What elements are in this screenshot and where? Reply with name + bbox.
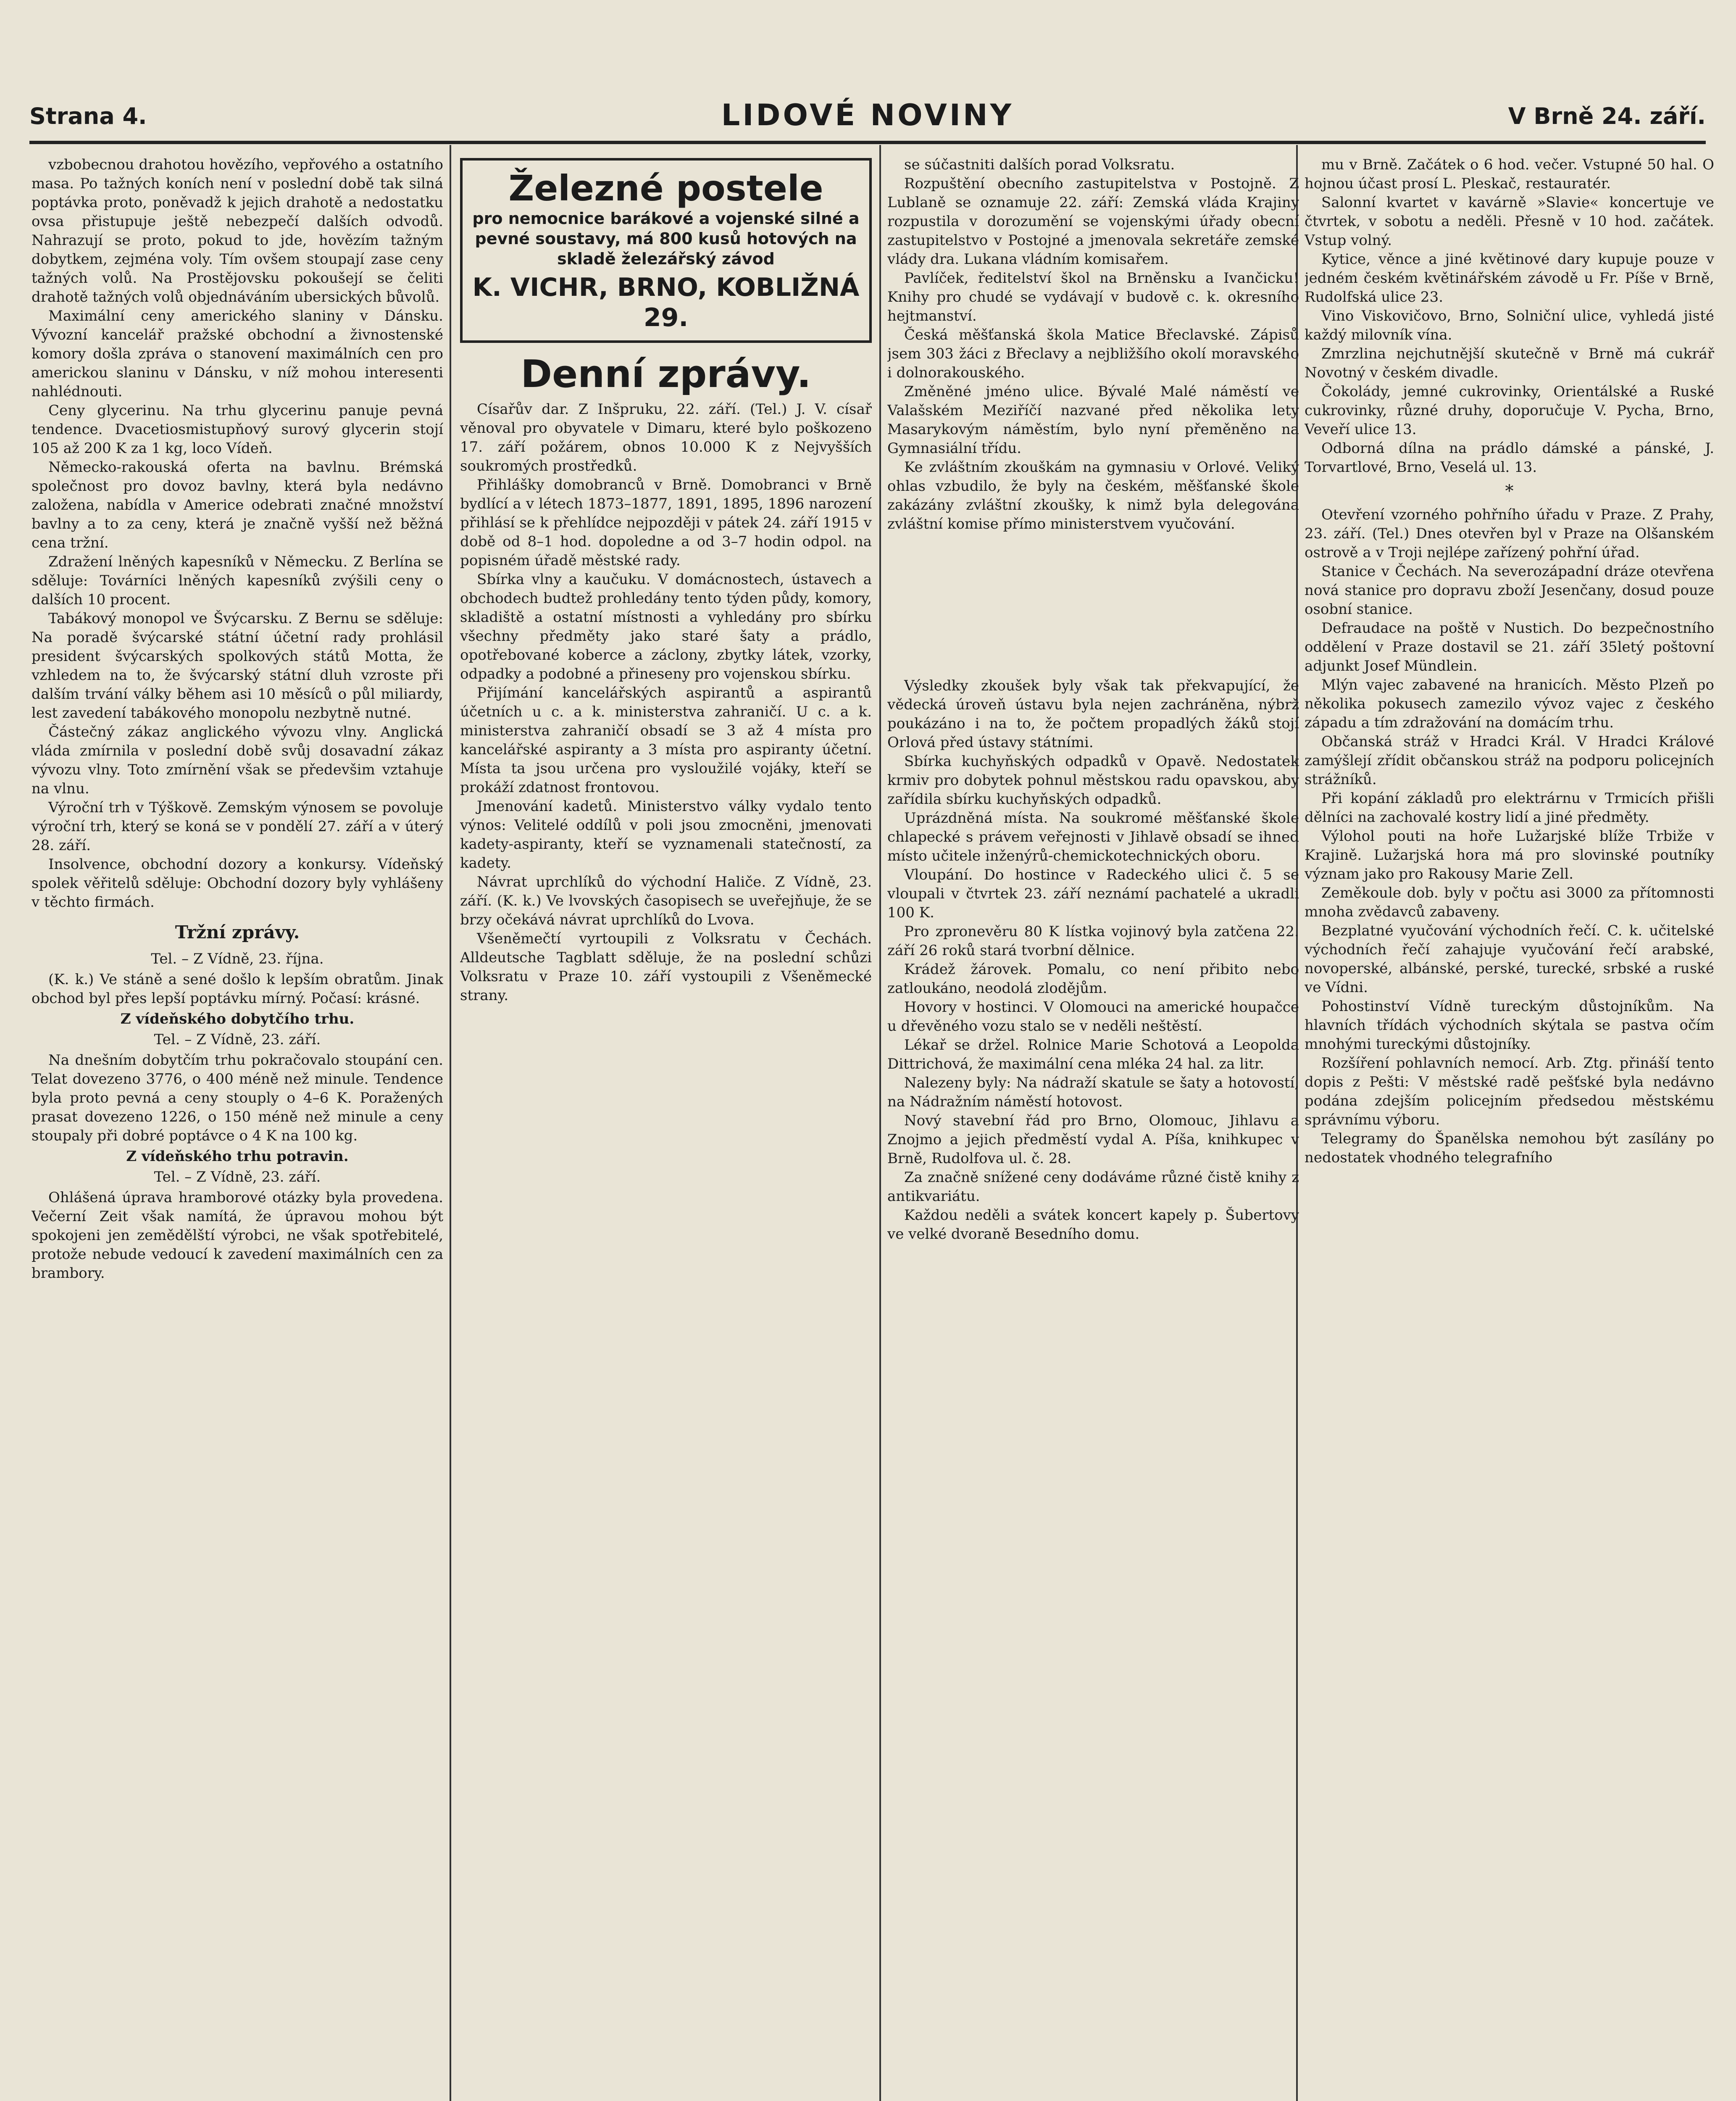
article-paragraph: Pohostinství Vídně tureckým důstojníkům. Na hlavních třídách východních skýtala se pastva očím mnohými tureckými důstojníky. bbox=[1305, 998, 1714, 1053]
article-paragraph: Občanská stráž v Hradci Král. V Hradci Králové zamýšlejí zřídit občanskou stráž na podporu policejních strážníků. bbox=[1305, 733, 1714, 788]
blank-space bbox=[887, 534, 1299, 677]
ad-body: pro nemocnice barákové a vojenské silné a pevné soustavy, má 800 kusů hotových na skladě železářský závod bbox=[472, 209, 860, 268]
article-paragraph: Sbírka vlny a kaučuku. V domácnostech, ústavech a obchodech budtež prohledány tento týden půdy, komory, skladiště a ostatní místnosti a vyhledány pro sbírku všechny předměty jako staré šaty a prádlo, opotřebované koberce a záclony, zbytky látek, vzorky, odpadky a podobné a přineseny pro vojenskou sbírku. bbox=[460, 571, 872, 682]
article-paragraph: se súčastniti dalších porad Volksratu. bbox=[904, 156, 1175, 173]
article-paragraph: Všeněmečtí vyrtoupili z Volksratu v Čechách. Alldeutsche Tagblatt sděluje, že na poslední schůzi Volksratu v Praze 10. září vystoupili z Všeněmecké strany. bbox=[460, 930, 872, 1004]
section-heading: Tržní zprávy. bbox=[175, 922, 300, 943]
article-paragraph: Vino Viskovičovo, Brno, Solniční ulice, vyhledá jisté každý milovník vína. bbox=[1305, 308, 1714, 343]
article-paragraph: Stanice v Čechách. Na severozápadní dráze otevřena nová stanice pro dopravu zboží Jesenčany, dosud pouze osobní stanice. bbox=[1305, 563, 1714, 618]
article-paragraph: Jmenování kadetů. Ministerstvo války vydalo tento výnos: Velitelé oddílů v poli jsou zmocněni, jmenovati kadety-aspiranty, kteří se vyznamenali statečností, za kadety. bbox=[460, 798, 872, 871]
article-paragraph: Výroční trh v Týškově. Zemským výnosem se povoluje výroční trh, který se koná se v pondělí 27. září a v úterý 28. září. bbox=[32, 799, 443, 854]
article-paragraph: Defraudace na poště v Nustich. Do bezpečnostního oddělení v Praze dostavil se 21. září 35letý poštovní adjunkt Josef Mündlein. bbox=[1305, 620, 1714, 674]
column-3 bbox=[887, 155, 1299, 2101]
column-2 bbox=[460, 155, 872, 2101]
article-paragraph: Sbírka kuchyňských odpadků v Opavě. Nedostatek krmiv pro dobytek pohnul městskou radu opavskou, aby zařídila sbírku kuchyňských odpadků. bbox=[887, 753, 1299, 808]
article-paragraph: Tabákový monopol ve Švýcarsku. Z Bernu se sděluje: Na poradě švýcarské státní účetní rady prohlásil president švýcarských spolkových států Motta, že vzhledem na to, že švýcarský státní dluh vzroste při dalším trvání války během asi 10 měsíců o půl miliardy, lest zavedení tabákového monopolu nezbytně nutné. bbox=[32, 610, 443, 721]
article-paragraph: Ohlášená úprava hramborové otázky byla provedena. Večerní Zeit však namítá, že úpravou mohou být spokojeni jen zemědělští výrobci, ne však spotřebitelé, protože nebude vedoucí k zavedení maximálních cen za brambory. bbox=[32, 1189, 443, 1282]
masthead-title: LIDOVÉ NOVINY bbox=[721, 98, 1014, 132]
article-paragraph: Ceny glycerinu. Na trhu glycerinu panuje pevná tendence. Dvacetiosmistupňový surový glycerin stojí 105 až 200 K za 1 kg, loco Vídeň. bbox=[32, 402, 443, 457]
page-number: Strana 4. bbox=[29, 103, 147, 129]
dateline: Tel. – Z Vídně, 23. září. bbox=[154, 1169, 321, 1185]
article-paragraph: Zeměkoule dob. byly v počtu asi 3000 za přítomnosti mnoha zvědavců zabaveny. bbox=[1305, 885, 1714, 920]
article-paragraph: (K. k.) Ve stáně a sené došlo k lepším obratům. Jinak obchod byl přes lepší poptávku mírný. Počasí: krásné. bbox=[32, 971, 443, 1007]
article-paragraph: Výsledky zkoušek byly však tak překvapující, že vědecká úroveň ústavu byla nejen zachráněna, nýbrž poukázáno i na to, že počtem propadlých žáků stojí Orlová před ústavy státními. bbox=[887, 677, 1299, 751]
article-paragraph: Pavlíček, ředitelství škol na Brněnsku a Ivančicku! Knihy pro chudé se vydávají v budově c. k. okresního hejtmanství. bbox=[887, 270, 1299, 324]
article-paragraph: Čokolády, jemné cukrovinky, Orientálské a Ruské cukrovinky, různé druhy, doporučuje V. Pycha, Brno, Veveří ulice 13. bbox=[1305, 383, 1714, 438]
article-paragraph: Částečný zákaz anglického vývozu vlny. Anglická vláda zmírnila v poslední době svůj dosavadní zákaz vývozu vlny. Toto zmírnění však se předevšim vztahuje na vlnu. bbox=[32, 724, 443, 797]
article-paragraph: Přijímání kancelářských aspirantů a aspirantů účetních u c. a k. ministerstva zahraničí. U c. a k. ministerstva zahraničí obsadí se 3 až 4 místa pro kancelářské aspiranty a 3 místa pro aspiranty účetní. Místa ta jsou určena pro vysloužilé vojáky, kteří se prokáží zdatnost frontovou. bbox=[460, 685, 872, 796]
article-paragraph: Císařův dar. Z Inšpruku, 22. září. (Tel.) J. V. císař věnoval pro obyvatele v Dimaru, které bylo poškozeno 17. září požárem, obnos 10.000 K z Nejvyšších soukromých prostředků. bbox=[460, 401, 872, 474]
article-paragraph: Maximální ceny amerického slaniny v Dánsku. Vývozní kancelář pražské obchodní a živnostenské komory došla zpráva o stanovení maximálních cen pro americkou slaninu v Dánsku, v níž mohou interesenti nahlédnouti. bbox=[32, 308, 443, 400]
dateline: Tel. – Z Vídně, 23. října. bbox=[151, 950, 324, 967]
article-paragraph: Salonní kvartet v kavárně »Slavie« koncertuje ve čtvrtek, v sobotu a neděli. Přesně v 10 hod. začátek. Vstup volný. bbox=[1305, 194, 1714, 249]
article-paragraph: Uprázdněná místa. Na soukromé měšťanské škole chlapecké s právem veřejnosti v Jihlavě obsadí se ihned místo učitele inženýrů-chemickotechnických oboru. bbox=[887, 810, 1299, 864]
article-paragraph: Každou neděli a svátek koncert kapely p. Šubertovy ve velké dvoraně Besedního domu. bbox=[887, 1207, 1299, 1243]
article-paragraph: Ke zvláštním zkouškám na gymnasiu v Orlové. Veliký ohlas vzbudilo, že byly na českém, měšťanské škole zakázány zvláštní zkoušky, k nimž byla delegována zvláštní komise přímo ministerstvem vyučování. bbox=[887, 459, 1299, 532]
article-paragraph: mu v Brně. Začátek o 6 hod. večer. Vstupné 50 hal. O hojnou účast prosí L. Pleskač, restauratér. bbox=[1305, 156, 1714, 192]
article-paragraph: Lékař se držel. Rolnice Marie Schotová a Leopolda Dittrichová, že maximální cena mléka 24 hal. za litr. bbox=[887, 1037, 1299, 1072]
column-1 bbox=[32, 155, 443, 2101]
article-paragraph: Zmrzlina nejchutnější skutečně v Brně má cukrář Novotný v českém divadle. bbox=[1305, 345, 1714, 381]
article-paragraph: Vloupání. Do hostince v Radeckého ulici č. 5 se vloupali v čtvrtek 23. září neznámí pachatelé a ukradli 100 K. bbox=[887, 866, 1299, 921]
column-4 bbox=[1305, 155, 1714, 2101]
article-paragraph: Insolvence, obchodní dozory a konkursy. Vídeňský spolek věřitelů sděluje: Obchodní dozory byly vyhlášeny v těchto firmách. bbox=[32, 856, 443, 911]
dateline: Tel. – Z Vídně, 23. září. bbox=[154, 1031, 321, 1048]
article-paragraph: vzbobecnou drahotou hovězího, vepřového a ostatního masa. Po tažných koních není v poslední době tak silná poptávka proto, poněvadž k jejich drahotě a nedostatku ovsa přistupuje ještě nebezpečí dalších odvodů. Nahrazují se proto, pokud to jde, hovězím tažným dobytkem, zejména voly. Tím ovšem stoupají zase ceny tažných volů. Na Prostějovsku pokoušejí se čeliti drahotě tažných volů objednáváním ubersických bůvolů. bbox=[32, 156, 443, 305]
article-paragraph: Výlohol pouti na hoře Lužarjské blíže Trbiže v Krajině. Lužarjská hora má pro slovinské poutníky význam jako pro Rakousy Marie Zell. bbox=[1305, 828, 1714, 882]
article-paragraph: Rozpuštění obecního zastupitelstva v Postojně. Z Lublaně se oznamuje 22. září: Zemská vláda Krajiny rozpustila v dorozumění se vojenskými úřady obecní zastupitelstvo v Postojné a jmenovala sekretáře zemské vlády dra. Lukana vládním komisařem. bbox=[887, 175, 1299, 268]
article-paragraph: Otevření vzorného pohřního úřadu v Praze. Z Prahy, 23. září. (Tel.) Dnes otevřen byl v Praze na Olšanském ostrově a v Troji nejlépe zařízený pohřní úřad. bbox=[1305, 506, 1714, 561]
article-paragraph: Na dnešním dobytčím trhu pokračovalo stoupání cen. Telat dovezeno 3776, o 400 méně než minule. Tendence byla proto pevná a ceny stouply o 4–6 K. Poražených prasat dovezeno 1226, o 150 méně než minule a ceny stoupaly při dobré poptávce o 4 K na 100 kg. bbox=[32, 1052, 443, 1144]
article-paragraph: Telegramy do Španělska nemohou být zasílány po nedostatek vhodného telegrafního bbox=[1305, 1130, 1714, 1166]
article-paragraph: Návrat uprchlíků do východní Haliče. Z Vídně, 23. září. (K. k.) Ve lvovských časopisech se uveřejňuje, že se brzy očekává návrat uprchlíků do Lvova. bbox=[460, 874, 872, 928]
article-paragraph: Mlýn vajec zabavené na hranicích. Město Plzeň po několika pokusech zamezilo vývoz vajec z českého západu a tím zdražování na domácím trhu. bbox=[1305, 677, 1714, 731]
section-title: Denní zprávy. bbox=[521, 352, 811, 396]
article-paragraph: Změněné jméno ulice. Bývalé Malé náměstí ve Valašském Meziříčí nazvané před několika lety Masarykovým náměstím, bylo nyní přeměněno na Gymnasiální třídu. bbox=[887, 383, 1299, 457]
separator-asterisk: * bbox=[1505, 482, 1514, 501]
article-paragraph: Nalezeny byly: Na nádraží skatule se šaty a hotovostí, na Nádražním náměstí hotovost. bbox=[887, 1074, 1299, 1110]
article-paragraph: Rozšíření pohlavních nemocí. Arb. Ztg. přináší tento dopis z Pešti: V městské radě pešťské byla nedávno podána zdejším policejním předsedou městskému správnímu výboru. bbox=[1305, 1055, 1714, 1128]
ad-title: Železné postele bbox=[508, 168, 823, 209]
subsection-heading: Z vídeňského dobytčího trhu. bbox=[120, 1011, 355, 1027]
article-paragraph: Krádež žárovek. Pomalu, co není přibito nebo zatloukáno, neodolá zlodějům. bbox=[887, 961, 1299, 997]
article-paragraph: Hovory v hostinci. V Olomouci na americké houpačce u dřevěného vozu stalo se v neděli neštěstí. bbox=[887, 999, 1299, 1035]
advertisement-box bbox=[460, 158, 872, 343]
column-divider bbox=[879, 145, 881, 2101]
header-rule bbox=[29, 141, 1706, 144]
column-divider bbox=[450, 145, 451, 2101]
article-paragraph: Nový stavební řád pro Brno, Olomouc, Jihlavu a Znojmo a jejich předměstí vydal A. Píša, knihkupec v Brně, Rudolfova ul. č. 28. bbox=[887, 1112, 1299, 1167]
article-paragraph: Česká měšťanská škola Matice Břeclavské. Zápisů jsem 303 žáci z Břeclavy a nejbližšího okolí moravského i dolnorakouského. bbox=[887, 326, 1299, 381]
ad-footer: K. VICHR, BRNO, KOBLIŽNÁ 29. bbox=[472, 273, 860, 332]
article-paragraph: Zdražení lněných kapesníků v Německu. Z Berlína se sděluje: Továrníci lněných kapesníků zvýšili ceny o dalších 10 procent. bbox=[32, 553, 443, 608]
article-paragraph: Přihlášky domobranců v Brně. Domobranci v Brně bydlící a v létech 1873–1877, 1891, 1895, 1896 narození přihlásí se k přehlídce nejpozději v pátek 24. září 1915 v době od 8–1 hod. dopoledne a od 3–7 hodin odpol. na popisném úřadě městské rady. bbox=[460, 477, 872, 569]
page-header bbox=[29, 90, 1706, 141]
issue-date: V Brně 24. září. bbox=[1508, 103, 1706, 129]
subsection-heading: Z vídeňského trhu potravin. bbox=[126, 1148, 349, 1165]
article-paragraph: Odborná dílna na prádlo dámské a pánské, J. Torvartlové, Brno, Veselá ul. 13. bbox=[1305, 440, 1714, 476]
article-paragraph: Bezplatné vyučování východních řečí. C. k. učitelské východních řečí zahajuje vyučování řečí arabské, novoperské, albánské, perské, turecké, srbské a ruské ve Vídni. bbox=[1305, 922, 1714, 996]
article-paragraph: Německo-rakouská oferta na bavlnu. Brémská společnost pro dovoz bavlny, která byla nedávno založena, nabídla v Americe odebrati značné množství bavlny a to za ceny, která je značně vyšší než běžná cena tržní. bbox=[32, 459, 443, 551]
article-paragraph: Za značně snížené ceny dodáváme různé čistě knihy z antikvariátu. bbox=[887, 1169, 1299, 1205]
article-paragraph: Kytice, věnce a jiné květinové dary kupuje pouze v jedném českém květinářském závodě u Fr. Píše v Brně, Rudolfská ulice 23. bbox=[1305, 251, 1714, 305]
article-paragraph: Pro zpronevěru 80 K lístka vojinový byla zatčena 22. září 26 roků stará tvorbní dělnice. bbox=[887, 923, 1299, 959]
article-paragraph: Při kopání základů pro elektrárnu v Trmicích přišli dělníci na zachovalé kostry lidí a jiné předměty. bbox=[1305, 790, 1714, 826]
